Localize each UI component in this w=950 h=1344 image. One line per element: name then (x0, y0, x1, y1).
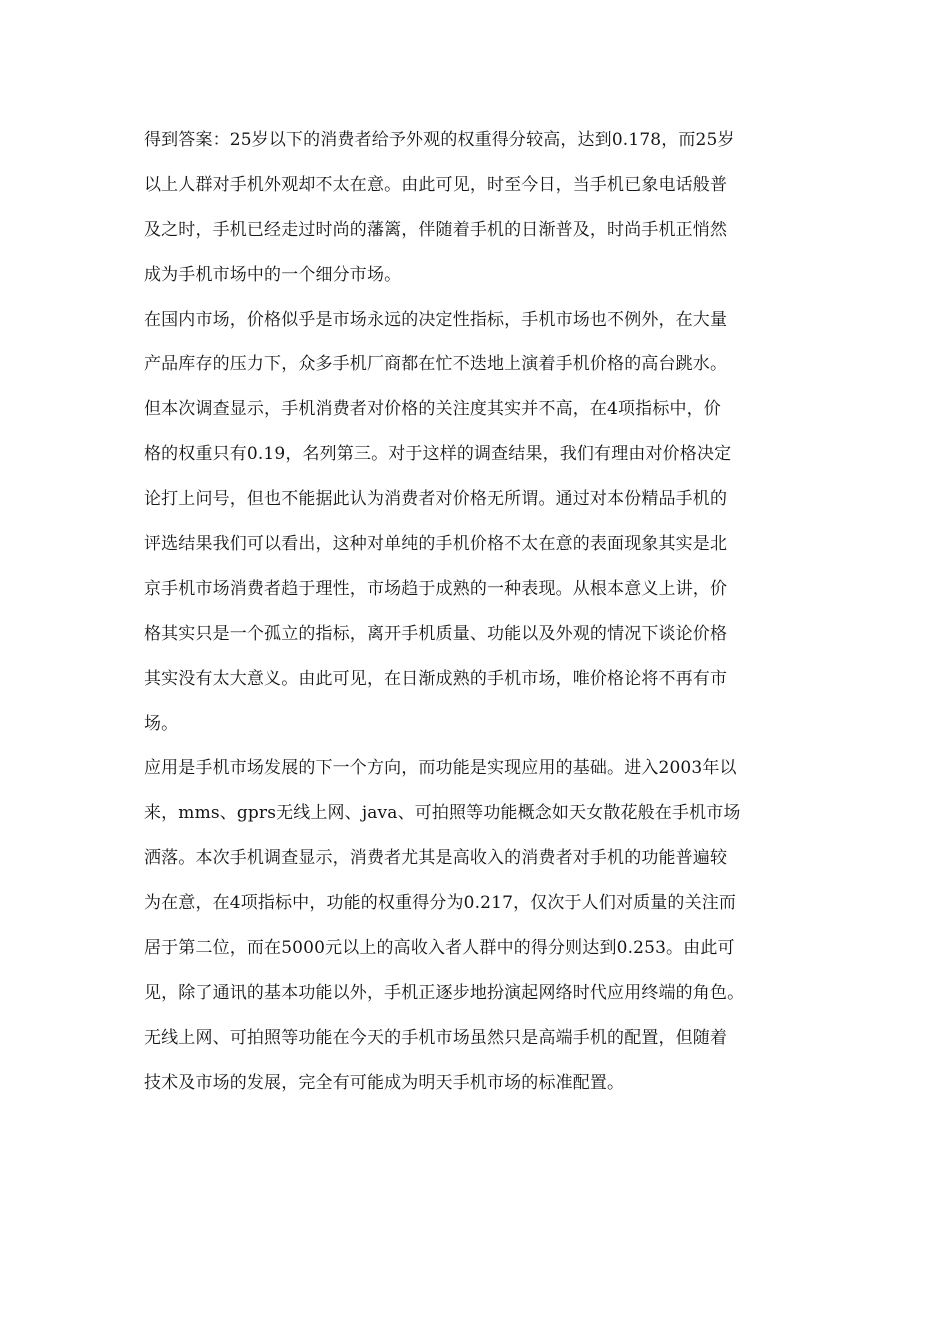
text-line: 及之时，手机已经走过时尚的藩篱，伴随着手机的日渐普及，时尚手机正悄然 (144, 219, 728, 240)
text-line: 但本次调查显示，手机消费者对价格的关注度其实并不高，在4项指标中，价 (144, 399, 721, 420)
text-line: 产品库存的压力下，众多手机厂商都在忙不迭地上演着手机价格的高台跳水。 (144, 354, 728, 375)
text-line: 以上人群对手机外观却不太在意。由此可见，时至今日，当手机已象电话般普 (144, 174, 728, 195)
document-body (144, 118, 844, 1106)
text-line: 在国内市场，价格似乎是市场永远的决定性指标，手机市场也不例外，在大量 (144, 309, 728, 330)
text-line: 场。 (144, 713, 179, 734)
text-line: 评选结果我们可以看出，这种对单纯的手机价格不太在意的表面现象其实是北 (144, 534, 728, 555)
text-line: 来，mms、gprs无线上网、java、可拍照等功能概念如天女散花般在手机市场 (144, 803, 741, 824)
text-line: 成为手机市场中的一个细分市场。 (144, 264, 402, 285)
paragraph-price (144, 298, 844, 747)
paragraph-function (144, 746, 844, 1105)
text-line: 洒落。本次手机调查显示，消费者尤其是高收入的消费者对手机的功能普遍较 (144, 848, 728, 869)
text-line: 格的权重只有0.19，名列第三。对于这样的调查结果，我们有理由对价格决定 (144, 444, 732, 465)
text-line: 见，除了通讯的基本功能以外，手机正逐步地扮演起网络时代应用终端的角色。 (144, 982, 745, 1003)
text-line: 得到答案：25岁以下的消费者给予外观的权重得分较高，达到0.178，而25岁 (144, 130, 735, 150)
text-line: 格其实只是一个孤立的指标，离开手机质量、功能以及外观的情况下谈论价格 (144, 623, 728, 644)
text-line: 无线上网、可拍照等功能在今天的手机市场虽然只是高端手机的配置，但随着 (144, 1027, 728, 1048)
text-line: 京手机市场消费者趋于理性，市场趋于成熟的一种表现。从根本意义上讲，价 (144, 578, 728, 599)
text-line: 应用是手机市场发展的下一个方向，而功能是实现应用的基础。进入2003年以 (144, 758, 737, 779)
text-line: 技术及市场的发展，完全有可能成为明天手机市场的标准配置。 (144, 1072, 625, 1093)
paragraph-appearance (144, 118, 844, 298)
text-line: 论打上问号，但也不能据此认为消费者对价格无所谓。通过对本份精品手机的 (144, 489, 728, 510)
text-line: 居于第二位，而在5000元以上的高收入者人群中的得分则达到0.253。由此可 (144, 938, 735, 959)
text-line: 其实没有太大意义。由此可见，在日渐成熟的手机市场，唯价格论将不再有市 (144, 668, 728, 689)
text-line: 为在意，在4项指标中，功能的权重得分为0.217，仅次于人们对质量的关注而 (144, 893, 737, 914)
